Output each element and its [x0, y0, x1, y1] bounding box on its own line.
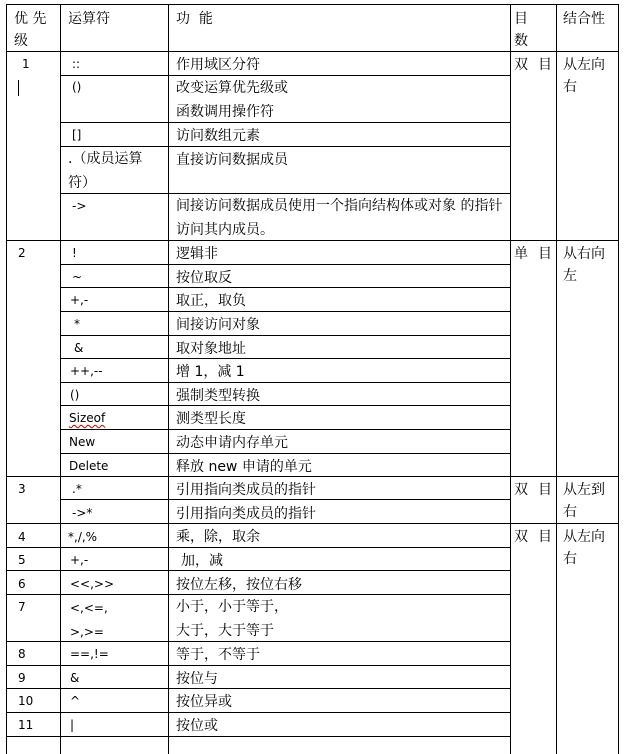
row-divider	[6, 712, 511, 713]
row-divider	[60, 429, 511, 430]
function-cell: 动态申请内存单元	[176, 435, 288, 451]
function-cell: 释放 new 申请的单元	[176, 459, 312, 475]
row-divider	[60, 499, 511, 500]
operator-precedence-table	[6, 4, 619, 754]
header-associativity: 结合性	[563, 11, 605, 27]
function-cell: 按位与	[176, 671, 218, 687]
function-cell: 引用指向类成员的指针	[176, 506, 316, 522]
operator-cell: <<,>>	[70, 577, 115, 591]
function-cell: 按位异或	[176, 694, 232, 710]
associativity-cell: 从左向 右	[563, 529, 605, 567]
operator-cell: Delete	[69, 459, 109, 473]
row-divider	[6, 570, 511, 571]
row-divider	[60, 264, 511, 265]
precedence-cell: 3	[18, 482, 26, 496]
function-cell: 按位或	[176, 718, 218, 734]
row-divider	[6, 688, 511, 689]
operator-cell: ->*	[72, 506, 93, 520]
operator-cell: .（成员运算 符）	[68, 151, 143, 191]
row-divider	[6, 547, 511, 548]
function-cell: 逻辑非	[176, 246, 218, 262]
operator-cell: ->	[72, 199, 87, 213]
operator-cell: +,-	[70, 293, 89, 307]
function-cell: 增 1，减 1	[176, 364, 245, 380]
precedence-cell: 2	[18, 246, 26, 260]
operator-cell: *,/,%	[68, 530, 98, 544]
precedence-cell: 8	[18, 647, 26, 661]
operator-cell: New	[69, 435, 96, 449]
precedence-cell: 4	[18, 530, 26, 544]
row-divider	[60, 382, 511, 383]
precedence-cell: 6	[18, 577, 26, 591]
precedence-cell: 5	[18, 553, 26, 567]
operator-cell: <,<=, >,>=	[70, 601, 108, 639]
precedence-cell: 10	[18, 694, 34, 708]
function-cell: 强制类型转换	[176, 388, 260, 404]
operator-cell: *	[74, 317, 80, 331]
function-cell: 引用指向类成员的指针	[176, 482, 316, 498]
table-border	[618, 4, 619, 754]
header-function: 功 能	[176, 11, 213, 27]
operands-cell: 双 目	[514, 482, 552, 498]
operands-cell: 单 目	[514, 246, 552, 262]
column-divider	[556, 4, 557, 754]
row-divider	[60, 405, 511, 406]
operator-cell: |	[70, 718, 75, 732]
function-cell: 访问数组元素	[176, 128, 260, 144]
row-divider	[6, 476, 619, 477]
operator-cell: ()	[70, 388, 80, 402]
row-divider	[60, 287, 511, 288]
function-cell: 加，减	[181, 553, 223, 569]
precedence-cell: 1	[22, 57, 30, 71]
function-cell: 乘，除，取余	[176, 529, 260, 545]
row-divider	[60, 311, 511, 312]
function-cell: 等于，不等于	[176, 647, 260, 663]
function-cell: 作用域区分符	[176, 57, 260, 73]
function-cell: 小于，小于等于， 大于，大于等于	[176, 599, 288, 639]
row-divider	[6, 523, 619, 524]
row-divider	[60, 358, 511, 359]
operator-cell: []	[72, 128, 82, 142]
operator-cell: !	[72, 246, 77, 260]
precedence-cell: 11	[18, 718, 34, 732]
function-cell: 按位左移，按位右移	[176, 577, 302, 593]
row-divider	[6, 736, 511, 737]
header-operands: 目 数	[514, 11, 528, 49]
precedence-cell: 9	[18, 671, 26, 685]
header-operator: 运算符	[68, 11, 110, 27]
row-divider	[60, 335, 511, 336]
operator-cell: Sizeof	[69, 411, 106, 425]
operator-cell: +,-	[70, 553, 89, 567]
text-cursor	[18, 80, 19, 96]
operator-cell: ^	[70, 694, 81, 708]
operator-cell: ()	[72, 80, 82, 94]
function-cell: 测类型长度	[176, 411, 246, 427]
header-precedence: 优 先 级	[14, 11, 47, 49]
function-cell: 取对象地址	[176, 341, 246, 357]
associativity-cell: 从右向 左	[563, 246, 605, 284]
row-divider	[60, 453, 511, 454]
function-cell: 间接访问对象	[176, 317, 260, 333]
associativity-cell: 从左到 右	[563, 482, 605, 520]
operator-cell: ++,--	[70, 364, 103, 378]
operands-cell: 双 目	[514, 529, 552, 545]
operands-cell: 双 目	[514, 57, 552, 73]
function-cell: 按位取反	[176, 270, 232, 286]
operator-cell: ::	[72, 57, 81, 71]
operator-cell: .*	[72, 482, 82, 496]
table-border	[6, 4, 619, 5]
function-cell: 改变运算优先级或 函数调用操作符	[176, 80, 288, 120]
operator-cell: ==,!=	[70, 647, 109, 661]
operator-cell: &	[70, 671, 80, 685]
associativity-cell: 从左向 右	[563, 57, 605, 95]
function-cell: 直接访问数据成员	[176, 152, 288, 168]
operator-cell: ~	[72, 270, 83, 284]
operator-cell: &	[74, 341, 84, 355]
row-divider	[6, 665, 511, 666]
function-cell: 取正，取负	[176, 293, 246, 309]
precedence-cell: 7	[18, 600, 26, 614]
function-cell: 间接访问数据成员使用一个指向结构体或对象 的指针访问其内成员。	[176, 198, 503, 238]
